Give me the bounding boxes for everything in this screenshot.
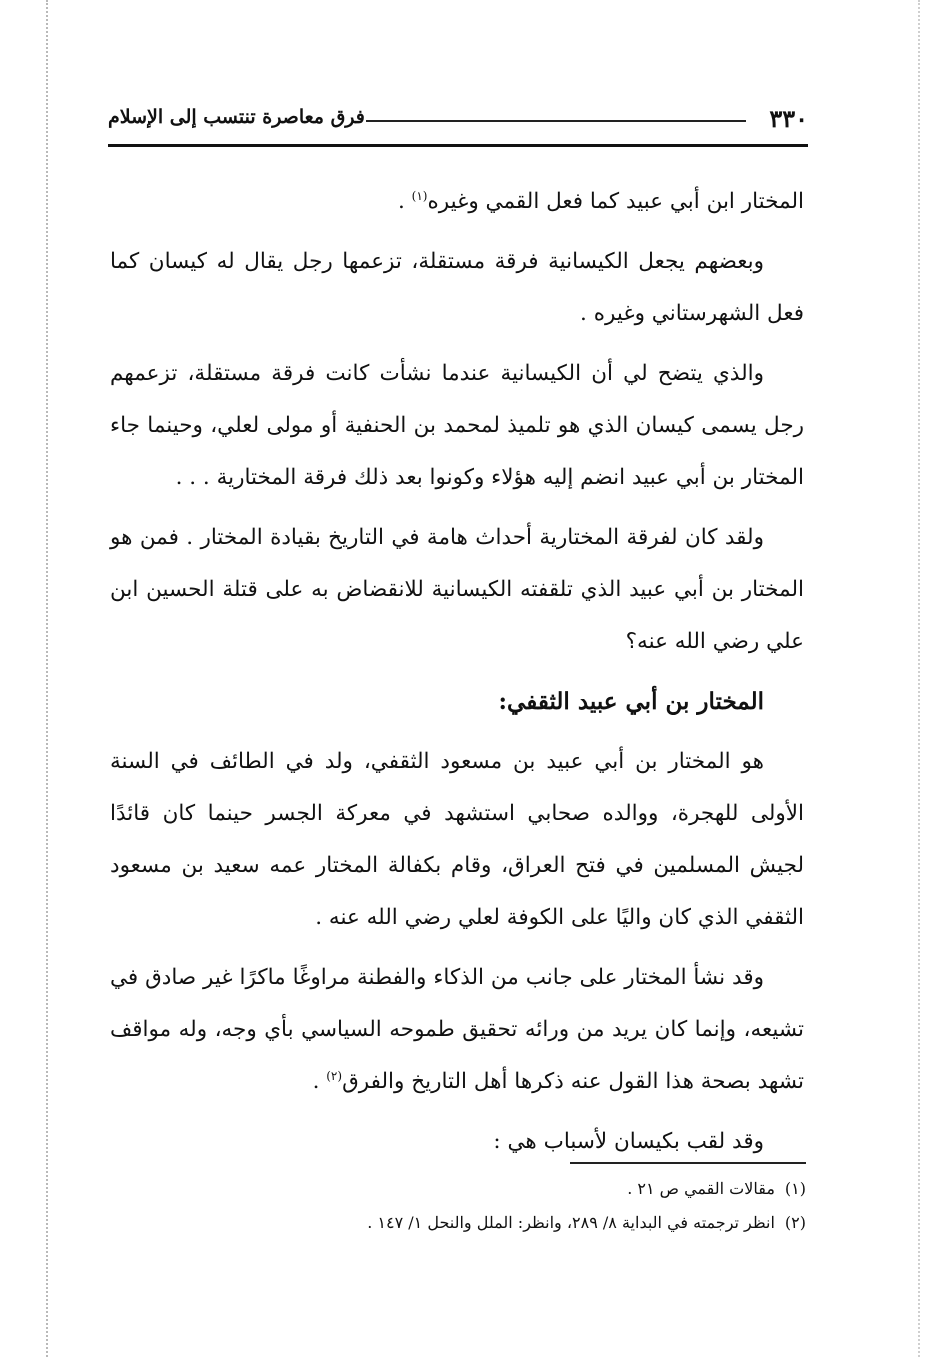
paragraph-continuation: المختار ابن أبي عبيد كما فعل القمي وغيره$^{(١)}$ . [397, 188, 804, 214]
footnote-ref-1: (١) [411, 188, 428, 203]
header-divider [366, 120, 746, 122]
paragraph: وقد لقب بكيسان لأسباب هي : [493, 1129, 764, 1154]
paragraph: هو المختار بن أبي عبيد بن مسعود الثقفي، ولد في الطائف في السنة الأولى للهجرة، ووالده صحابي استشهد في معركة الجسر حينما كان قائدًا لجيش المسلمين في فتح العراق، وقام بكفالة المختار عمه سعيد بن مسعود الثقفي الذي كان واليًا على الكوفة لعلي رضي الله عنه . [110, 749, 804, 930]
footnote-1: (١)مقالات القمي ص ٢١ . [627, 1179, 806, 1198]
footnote-divider [570, 1162, 806, 1164]
page-body [110, 176, 804, 1176]
header-rule [108, 144, 808, 147]
paragraph: ولقد كان لفرقة المختارية أحداث هامة في التاريخ بقيادة المختار . فمن هو المختار بن أبي عبيد الذي تلقفته الكيسانية للانقضاض به على قتلة الحسين ابن علي رضي الله عنه؟ [110, 525, 804, 654]
running-title: فرق معاصرة تنتسب إلى الإسلام [108, 106, 365, 128]
scan-edge-right [918, 0, 920, 1357]
footnotes [110, 1172, 806, 1240]
section-heading: المختار بن أبي عبيد الثقفي: [498, 688, 764, 715]
footnote-2: (٢)انظر ترجمته في البداية ٨/ ٢٨٩، وانظر: الملل والنحل ١/ ١٤٧ . [367, 1213, 806, 1232]
paragraph: والذي يتضح لي أن الكيسانية عندما نشأت كانت فرقة مستقلة، تزعمهم رجل يسمى كيسان الذي هو تلميذ لمحمد بن الحنفية أو مولى لعلي، وحينما جاء المختار بن أبي عبيد انضم إليه هؤلاء وكونوا بعد ذلك فرقة المختارية . . . [110, 361, 804, 490]
footnote-ref-2: (٢) [326, 1068, 343, 1083]
scan-edge-left [46, 0, 48, 1357]
page-number: ٣٣٠ [769, 104, 808, 133]
paragraph: وقد نشأ المختار على جانب من الذكاء والفطنة مراوغًا ماكرًا غير صادق في تشيعه، وإنما كان يريد من ورائه تحقيق طموحه السياسي بأي وجه، وله مواقف تشهد بصحة هذا القول عنه ذكرها أهل التاريخ والفرق$^{(٢)}$ . [110, 965, 804, 1094]
page-header [108, 100, 808, 140]
paragraph: وبعضهم يجعل الكيسانية فرقة مستقلة، تزعمها رجل يقال له كيسان كما فعل الشهرستاني وغيره . [110, 249, 804, 326]
